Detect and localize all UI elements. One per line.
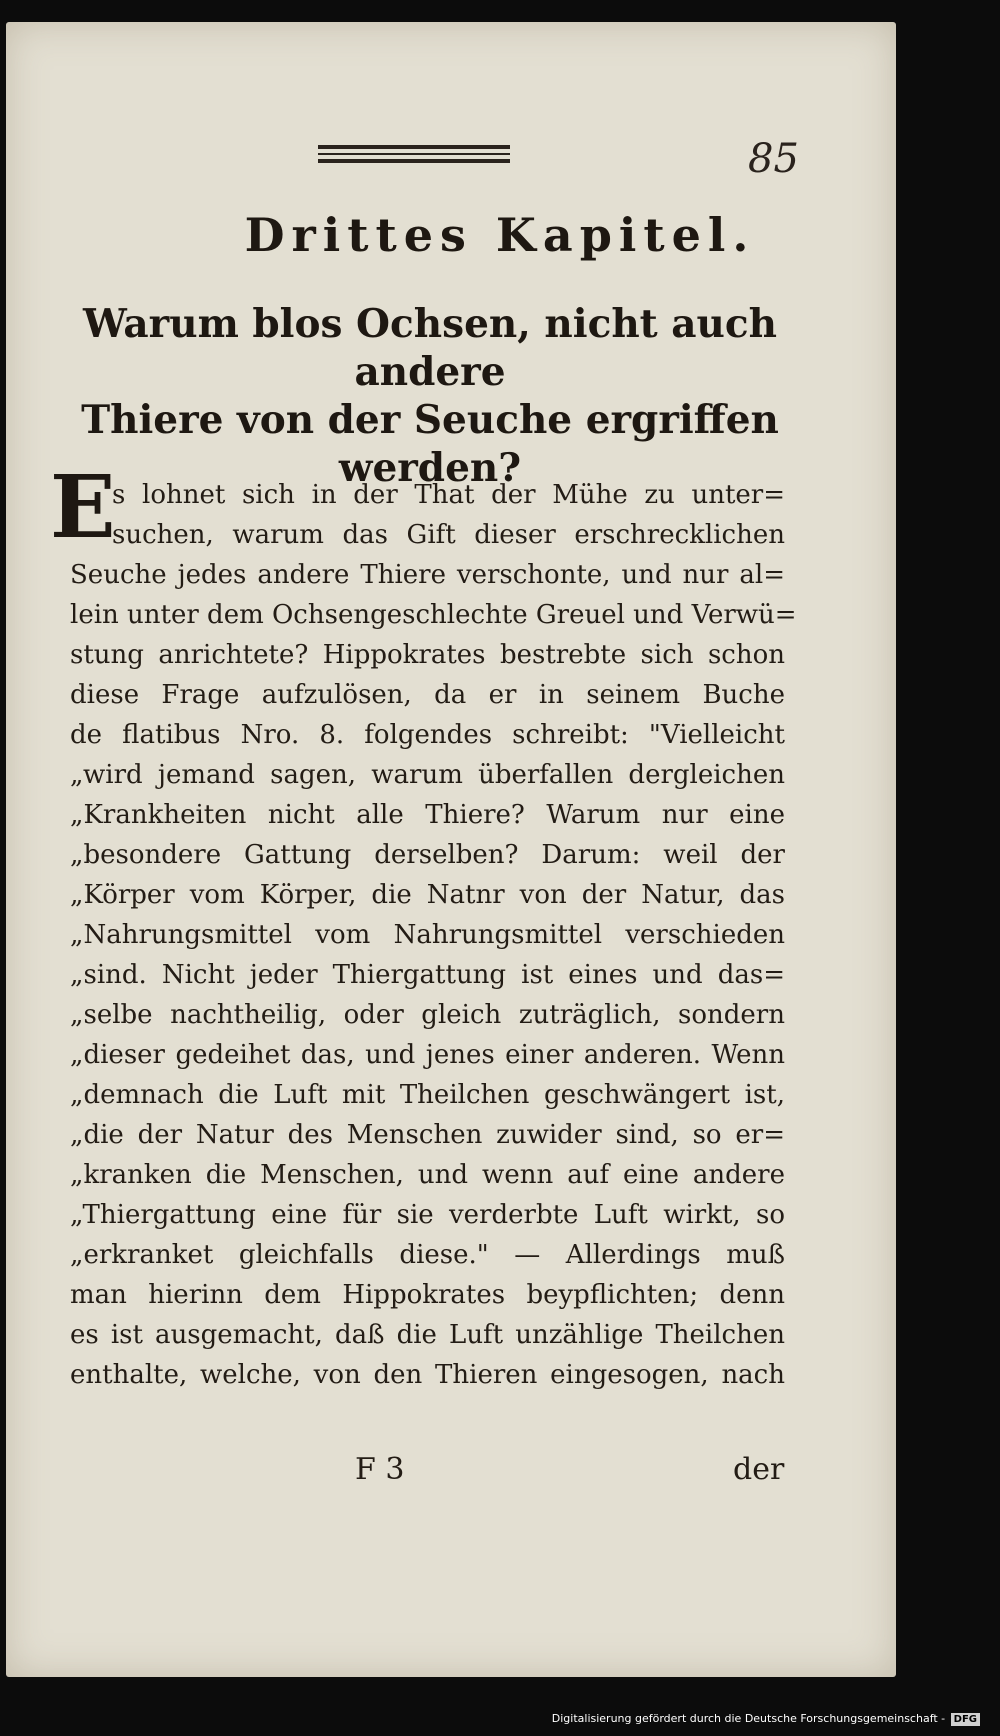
body-line: „sind. Nicht jeder Thiergattung ist eines und das=: [70, 960, 785, 990]
body-line: „dieser gedeihet das, und jenes einer anderen. Wenn: [70, 1040, 785, 1070]
body-line: „wird jemand sagen, warum überfallen dergleichen: [70, 760, 785, 790]
heading-line: werden?: [338, 445, 522, 491]
body-line: „besondere Gattung derselben? Darum: weil der: [70, 840, 785, 870]
body-line: „Körper vom Körper, die Natnr von der Natur, das: [70, 880, 785, 910]
body-line: „Thiergattung eine für sie verderbte Luft wirkt, so: [70, 1200, 785, 1230]
body-line: man hierinn dem Hippokrates beypflichten; denn: [70, 1280, 785, 1310]
drop-cap: E: [50, 457, 116, 558]
body-line: „selbe nachtheilig, oder gleich zuträglich, sondern: [70, 1000, 785, 1030]
body-line: „demnach die Luft mit Theilchen geschwängert ist,: [70, 1080, 785, 1110]
body-line: „kranken die Menschen, und wenn auf eine andere: [70, 1160, 785, 1190]
body-line: „Nahrungsmittel vom Nahrungsmittel verschieden: [70, 920, 785, 950]
body-line: suchen, warum das Gift dieser erschrecklichen: [112, 520, 785, 550]
chapter-title: Drittes Kapitel.: [244, 208, 756, 262]
dfg-logo: DFG: [951, 1713, 980, 1726]
body-line: de flatibus Nro. 8. folgendes schreibt: "Vielleicht: [70, 720, 785, 750]
body-line: stung anrichtete? Hippokrates bestrebte sich schon: [70, 640, 785, 670]
signature-mark: F 3: [355, 1452, 405, 1487]
body-line: Seuche jedes andere Thiere verschonte, und nur al=: [70, 560, 785, 590]
page-number: 85: [748, 136, 799, 182]
chapter-heading: [30, 300, 830, 492]
body-line: „die der Natur des Menschen zuwider sind, so er=: [70, 1120, 785, 1150]
digitization-credit: [552, 1712, 980, 1726]
heading-line: Warum blos Ochsen, nicht auch andere: [82, 301, 777, 395]
body-line: lein unter dem Ochsengeschlechte Greuel und Verwü=: [70, 600, 797, 630]
catchword: der: [733, 1452, 785, 1487]
header-ornament-rule: [318, 145, 510, 163]
body-line: es ist ausgemacht, daß die Luft unzählige Theilchen: [70, 1320, 785, 1350]
heading-line: Thiere von der Seuche ergriffen: [81, 397, 779, 443]
body-line: diese Frage aufzulösen, da er in seinem Buche: [70, 680, 785, 710]
body-line: „erkranket gleichfalls diese." — Allerdings muß: [70, 1240, 785, 1270]
body-line: „Krankheiten nicht alle Thiere? Warum nur eine: [70, 800, 785, 830]
credit-text: Digitalisierung gefördert durch die Deutsche Forschungsgemeinschaft -: [551, 1712, 946, 1725]
body-line: enthalte, welche, von den Thieren eingesogen, nach: [70, 1360, 785, 1390]
body-line: s lohnet sich in der That der Mühe zu unter=: [112, 480, 785, 510]
